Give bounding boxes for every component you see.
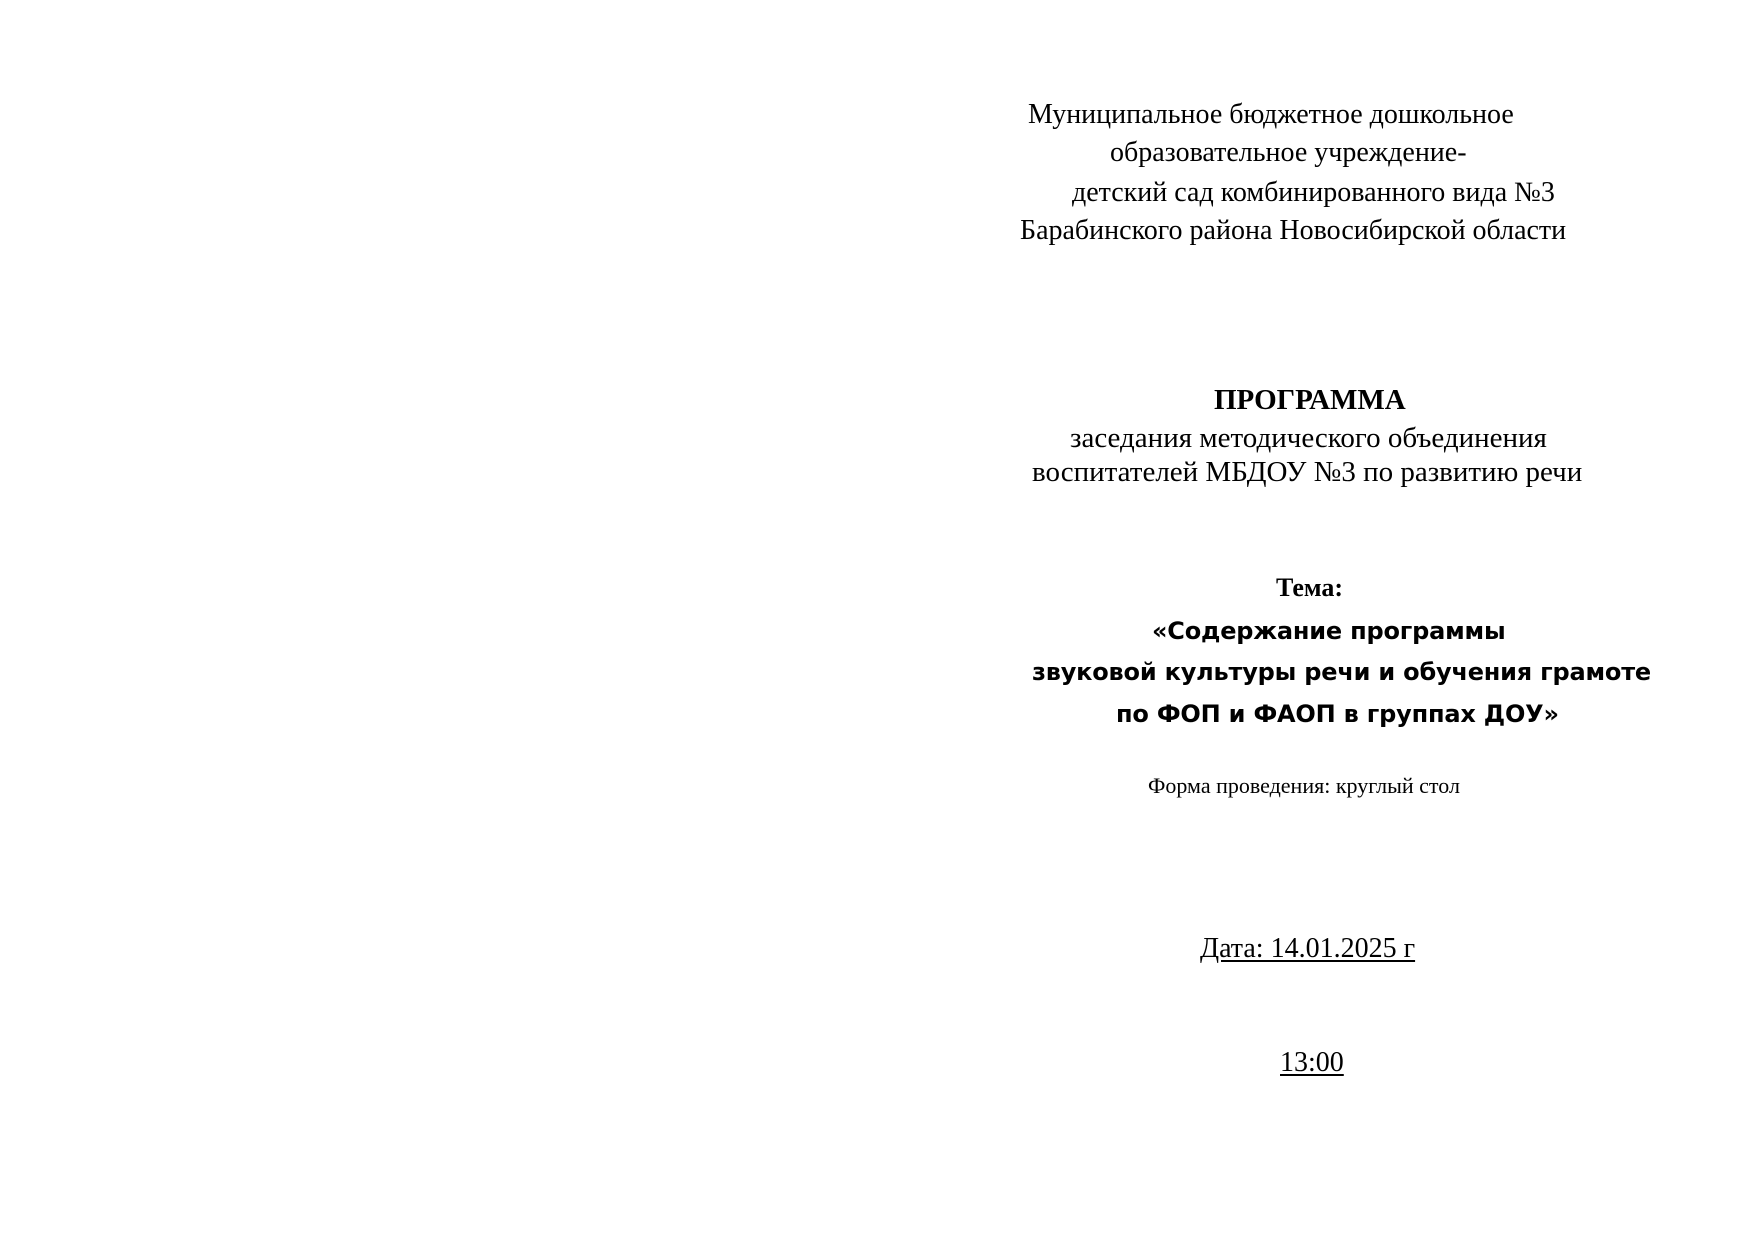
meeting-date: Дата: 14.01.2025 г bbox=[1200, 933, 1416, 964]
organization-line-2: образовательное учреждение- bbox=[1110, 137, 1467, 168]
theme-line-3: по ФОП и ФАОП в группах ДОУ» bbox=[1116, 700, 1559, 728]
theme-label: Тема: bbox=[1276, 573, 1344, 602]
theme-line-1: «Содержание программы bbox=[1152, 617, 1506, 645]
meeting-form: Форма проведения: круглый стол bbox=[1148, 773, 1460, 798]
program-title: ПРОГРАММА bbox=[1214, 384, 1406, 416]
theme-line-2: звуковой культуры речи и обучения грамоте bbox=[1032, 658, 1651, 686]
organization-line-3: детский сад комбинированного вида №3 bbox=[1072, 177, 1555, 208]
program-subtitle-line-1: заседания методического объединения bbox=[1070, 422, 1547, 454]
organization-line-1: Муниципальное бюджетное дошкольное bbox=[1028, 99, 1514, 130]
organization-line-4: Барабинского района Новосибирской области bbox=[1020, 215, 1567, 246]
meeting-time: 13:00 bbox=[1280, 1047, 1344, 1078]
program-subtitle-line-2: воспитателей МБДОУ №3 по развитию речи bbox=[1032, 456, 1583, 488]
